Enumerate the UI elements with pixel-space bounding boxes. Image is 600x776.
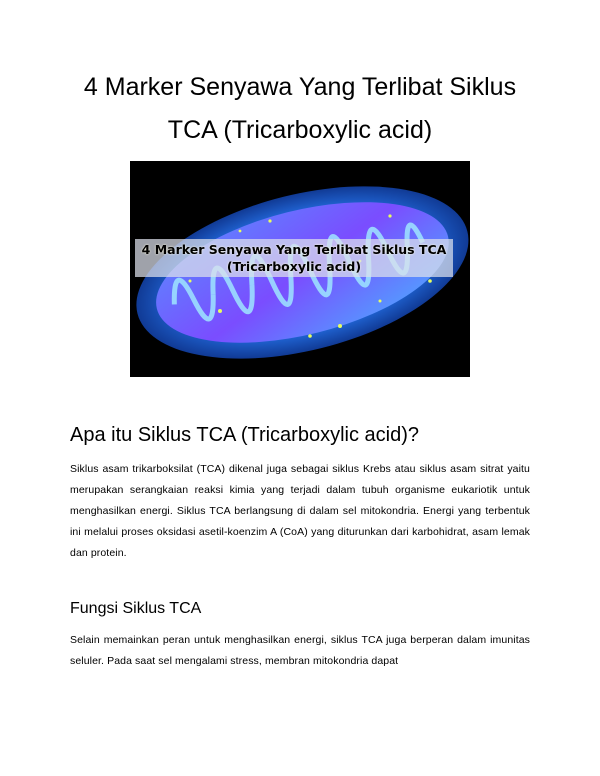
document-title xyxy=(40,66,560,152)
section-heading-what-is-tca: Apa itu Siklus TCA (Tricarboxylic acid)? xyxy=(70,424,420,446)
figure-banner xyxy=(135,241,453,275)
title-line: 4 Marker Senyawa Yang Terlibat Siklus xyxy=(83,73,517,101)
section-paragraph-tca-function: Selain memainkan peran untuk menghasilkan energi, siklus TCA juga berperan dalam imunitas seluler. Pada saat sel mengalami stress, membran mitokondria dapat xyxy=(70,634,530,667)
section-paragraph-what-is-tca: Siklus asam trikarboksilat (TCA) dikenal juga sebagai siklus Krebs atau siklus asam sitrat yaitu merupakan serangkaian reaksi kimia yang terjadi dalam tubuh organisme eukariotik untuk menghasilkan energi. Siklus TCA berlangsung di dalam sel mitokondria. Energi yang terbentuk ini melalui proses oksidasi asetil-koenzim A (CoA) yang diturunkan dari karbohidrat, asam lemak dan protein. xyxy=(70,463,530,559)
title-line: TCA (Tricarboxylic acid) xyxy=(167,116,433,144)
section-heading-tca-function: Fungsi Siklus TCA xyxy=(70,600,202,617)
mitochondria-illustration xyxy=(130,161,470,377)
banner-line: 4 Marker Senyawa Yang Terlibat Siklus TCA xyxy=(141,242,447,257)
banner-line: (Tricarboxylic acid) xyxy=(226,259,362,274)
